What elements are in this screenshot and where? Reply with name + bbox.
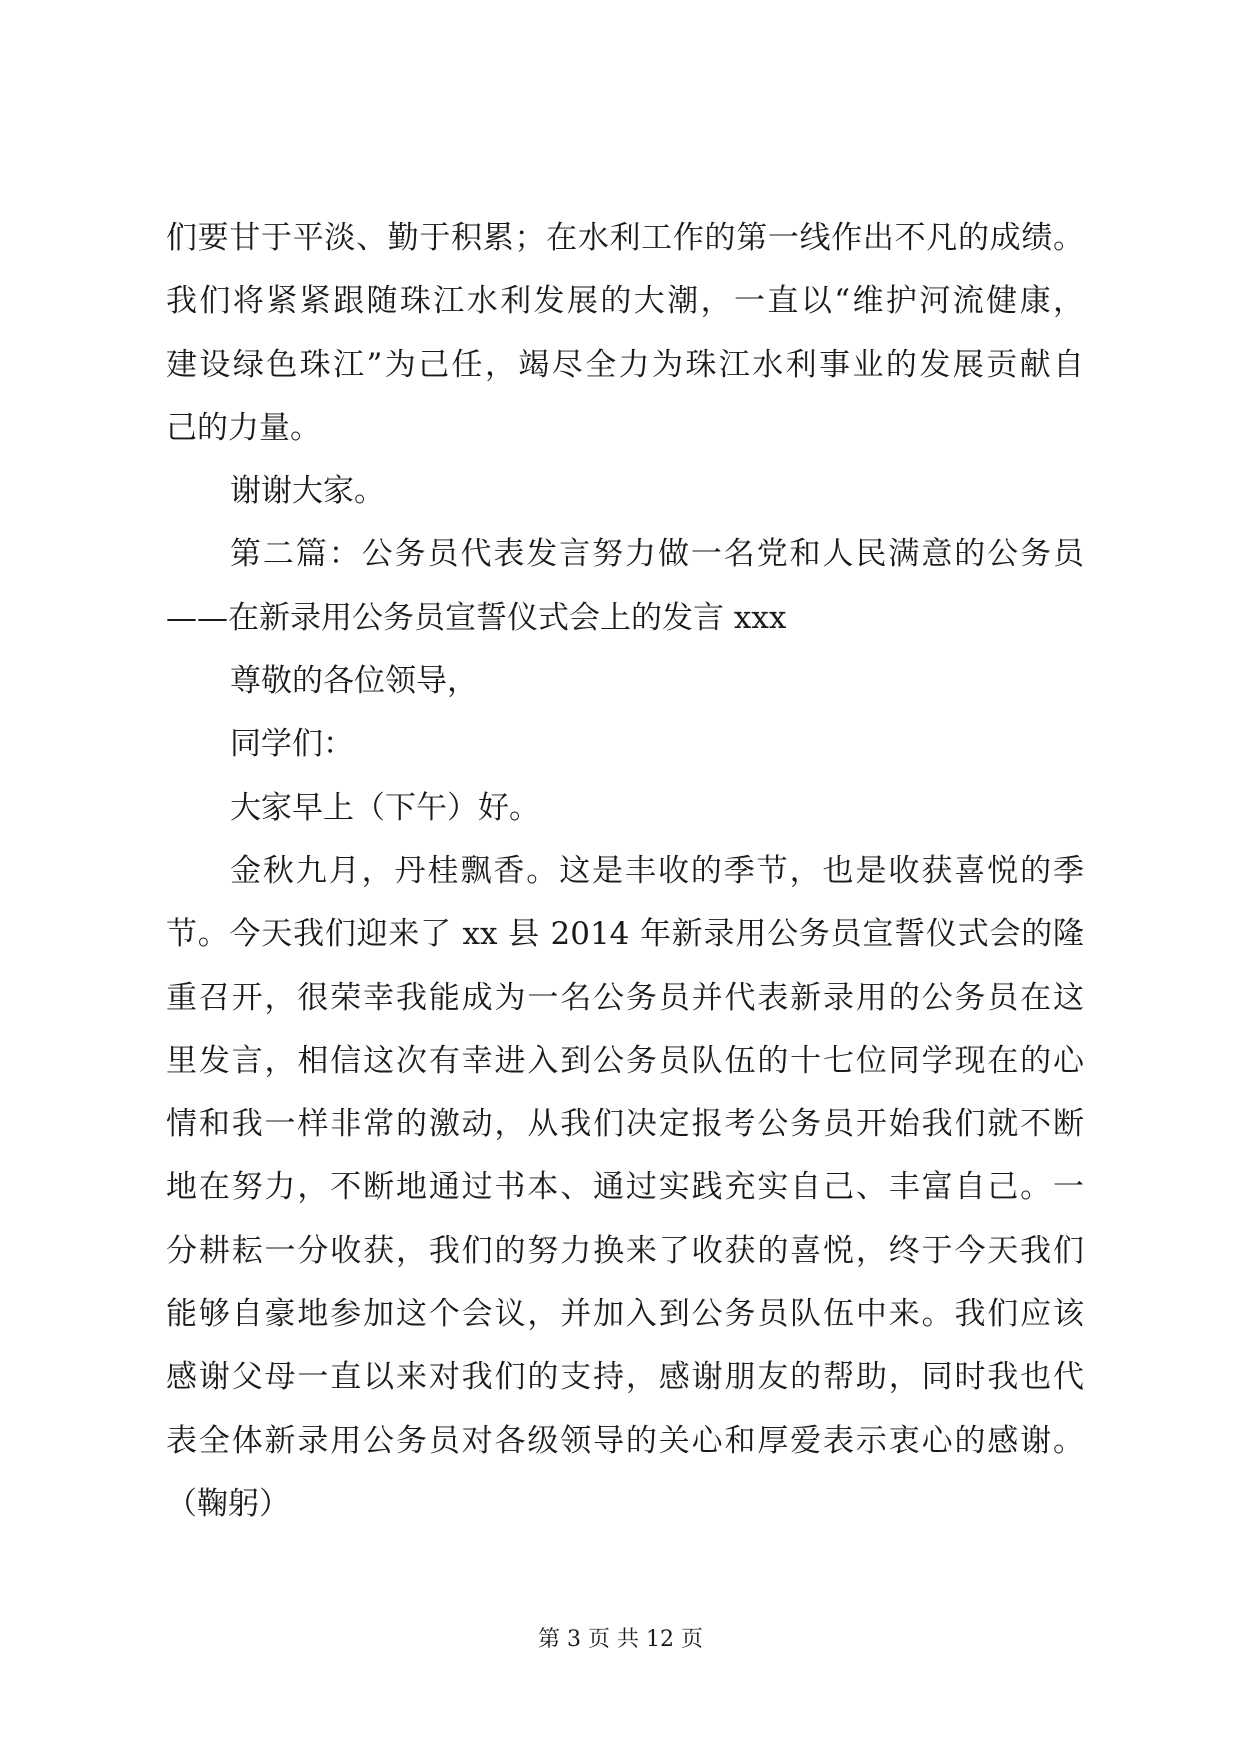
text-line: 金秋九月，丹桂飘香。这是丰收的季节，也是收获喜悦的季 [230, 852, 1084, 889]
text-line: 己的力量。 [166, 409, 321, 446]
section-heading: 第二篇：公务员代表发言努力做一名党和人民满意的公务员 [230, 536, 1084, 573]
page-number-footer: 第 3 页 共 12 页 [538, 1627, 703, 1652]
document-body [166, 207, 1084, 1536]
text-line: 情和我一样非常的激动，从我们决定报考公务员开始我们就不断 [166, 1106, 1084, 1143]
text-line: （鞠躬） [166, 1485, 290, 1522]
greeting: 大家早上（下午）好。 [230, 789, 540, 826]
text-line: 谢谢大家。 [230, 473, 385, 510]
text-line: 地在努力，不断地通过书本、通过实践充实自己、丰富自己。一 [166, 1169, 1084, 1206]
salutation: 同学们： [230, 726, 354, 763]
text-line: 感谢父母一直以来对我们的支持，感谢朋友的帮助，同时我也代 [166, 1359, 1084, 1396]
salutation: 尊敬的各位领导， [230, 663, 478, 700]
text-line: 能够自豪地参加这个会议，并加入到公务员队伍中来。我们应该 [166, 1296, 1084, 1333]
section-subheading: ——在新录用公务员宣誓仪式会上的发言 xxx [166, 599, 787, 636]
text-line: 分耕耘一分收获，我们的努力换来了收获的喜悦，终于今天我们 [166, 1232, 1084, 1269]
text-line: 我们将紧紧跟随珠江水利发展的大潮，一直以“维护河流健康， [166, 283, 1084, 320]
text-line: 节。今天我们迎来了 xx 县 2014 年新录用公务员宣誓仪式会的隆 [166, 916, 1084, 953]
text-line: 表全体新录用公务员对各级领导的关心和厚爱表示衷心的感谢。 [166, 1422, 1084, 1459]
text-line: 里发言，相信这次有幸进入到公务员队伍的十七位同学现在的心 [166, 1042, 1084, 1079]
text-line: 们要甘于平淡、勤于积累；在水利工作的第一线作出不凡的成绩。 [166, 220, 1084, 256]
text-line: 重召开，很荣幸我能成为一名公务员并代表新录用的公务员在这 [166, 979, 1084, 1016]
text-line: 建设绿色珠江”为己任，竭尽全力为珠江水利事业的发展贡献自 [166, 346, 1084, 383]
